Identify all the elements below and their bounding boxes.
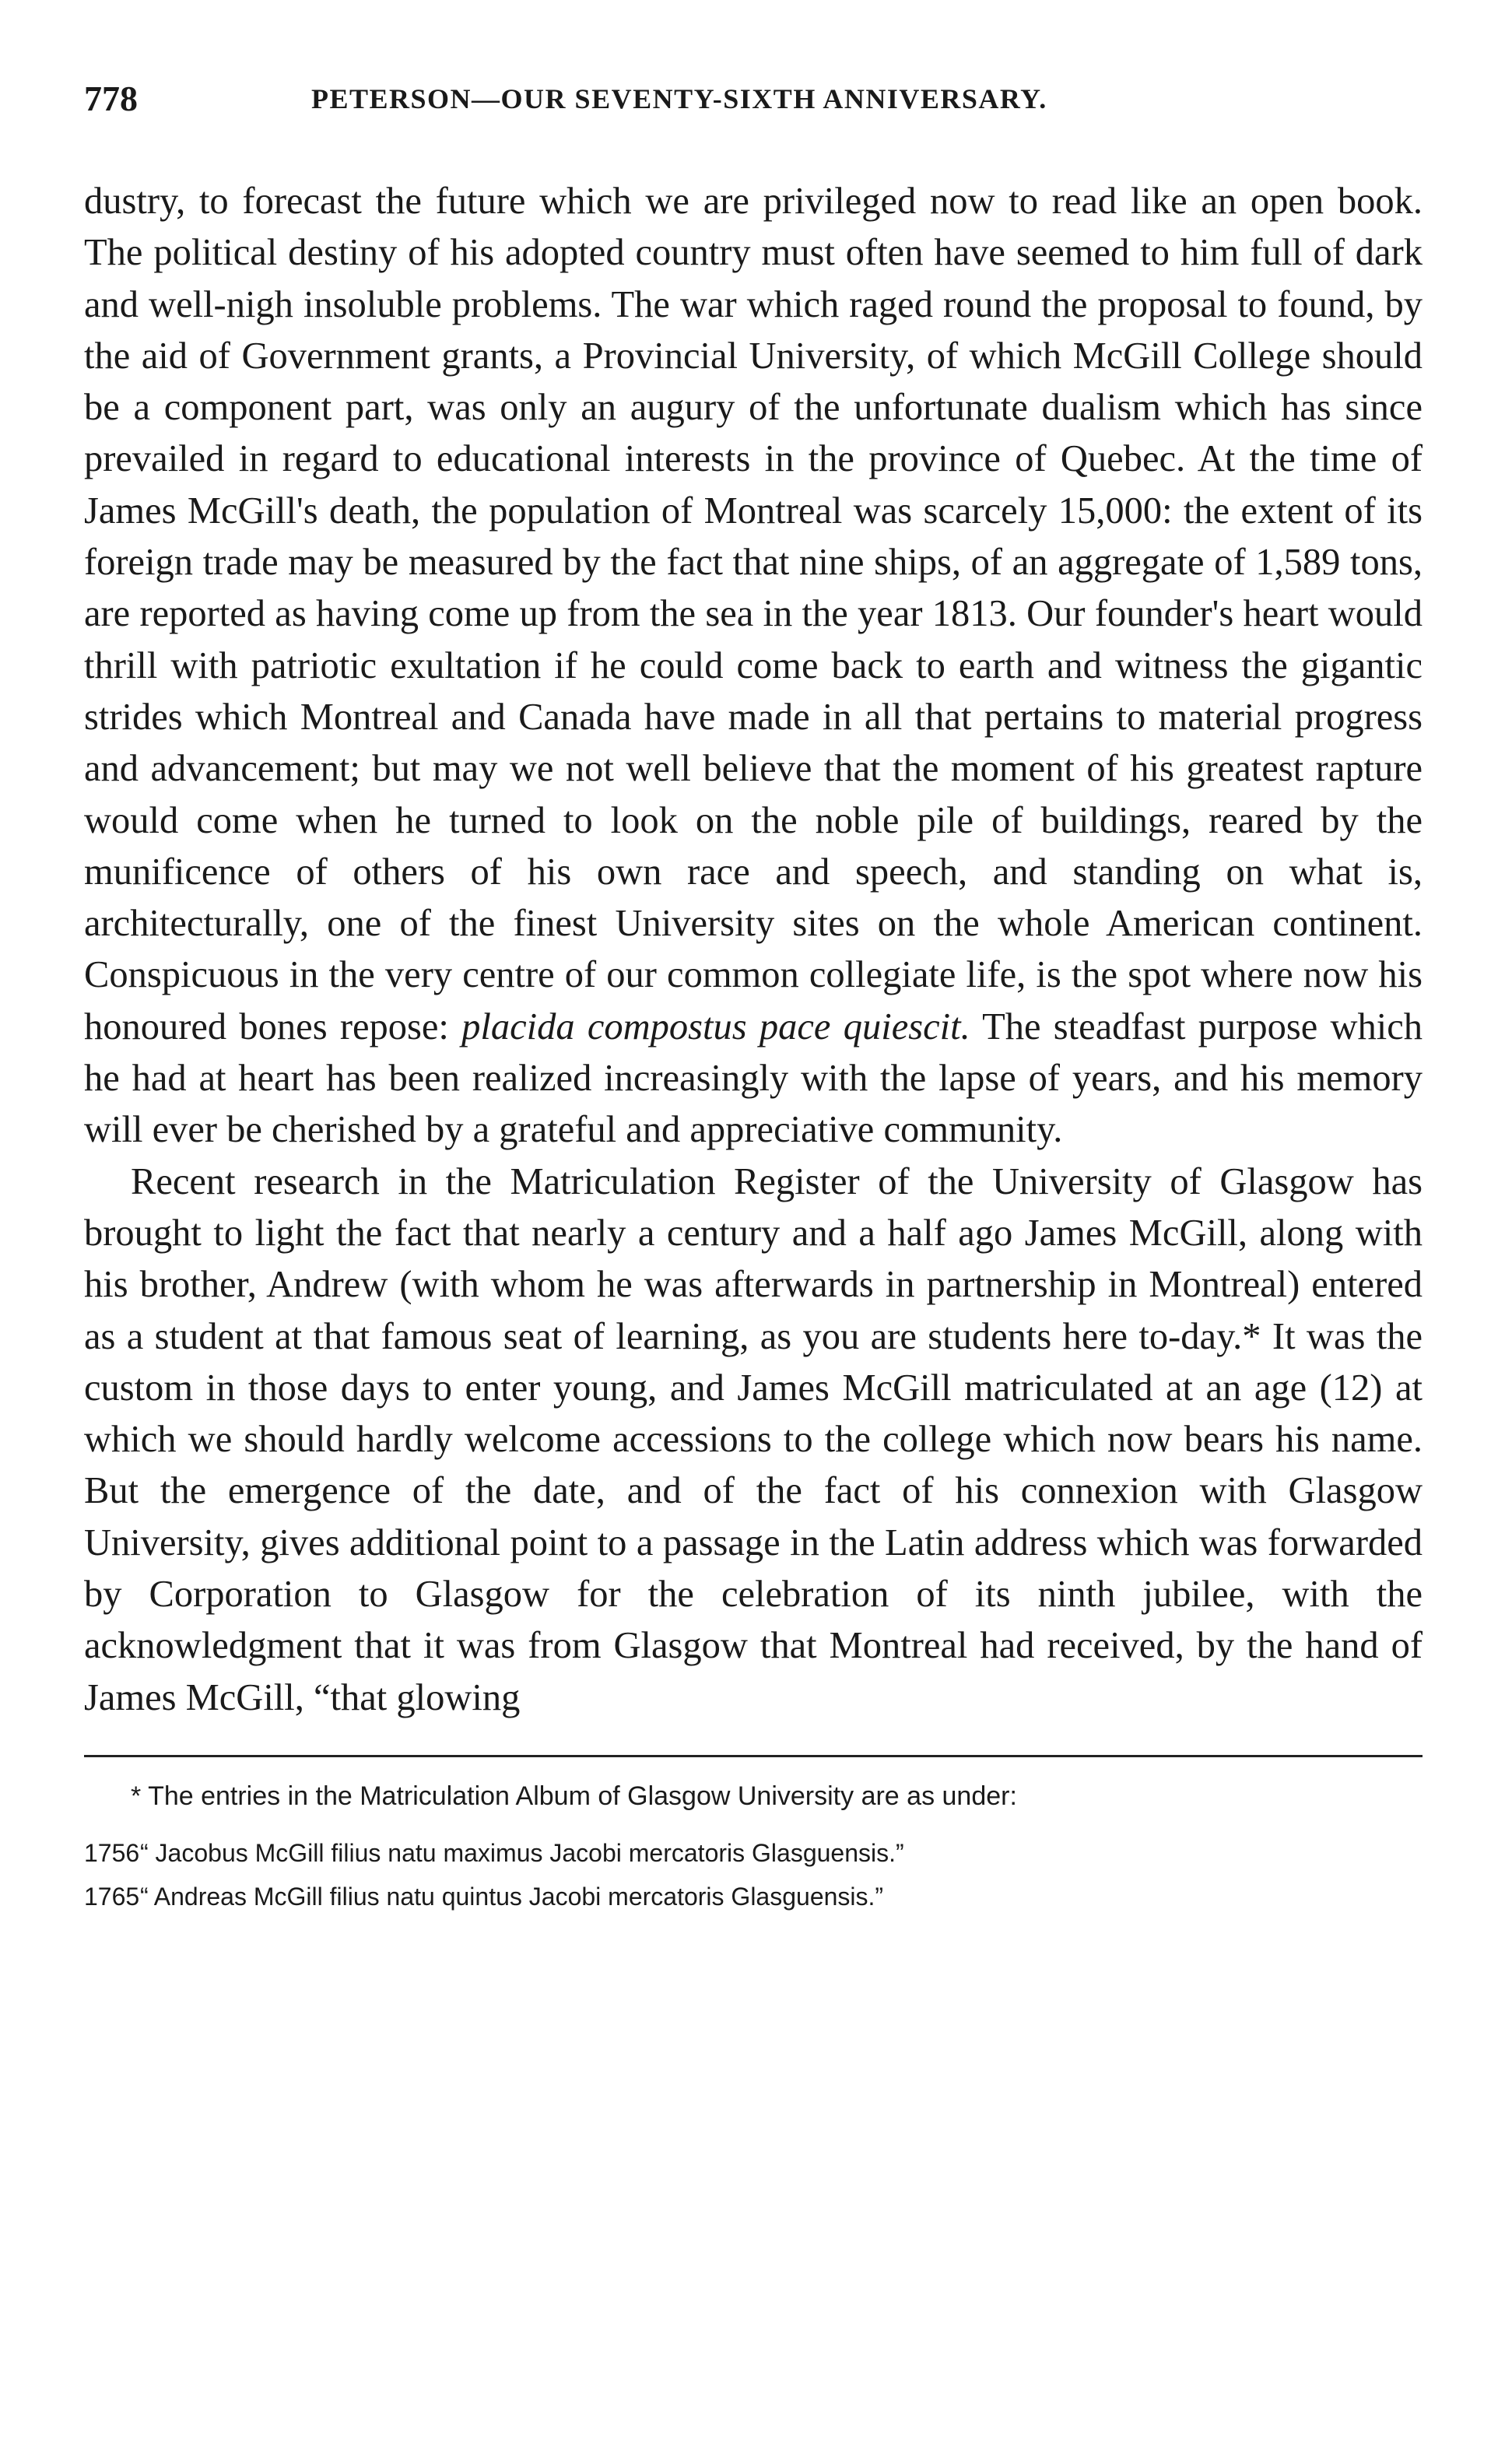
page-number: 778 xyxy=(84,79,138,118)
running-head xyxy=(84,78,1423,132)
body-text xyxy=(84,176,1423,1724)
paragraph-2: Recent research in the Matriculation Register of the University of Glasgow has brought to light the fact that nearly a century and a half ago James McGill, along with his brother, Andrew (with whom he was afterwards in partnership in Montreal) entered as a student at that famous seat of learning, as you are students here to-day.* It was the custom in those days to enter young, and James McGill matriculated at an age (12) at which we should hardly welcome accessions to the college which now bears his name. But the emergence of the date, and of the fact of his connexion with Glasgow University, gives additional point to a passage in the Latin address which was forwarded by Corporation to Glasgow for the celebration of its ninth jubilee, with the acknowledgment that it was from Glasgow that Montreal had received, by the hand of James McGill, “that glowing xyxy=(84,1160,1423,1718)
footnote-entry xyxy=(84,1835,1423,1871)
running-title: PETERSON—OUR SEVENTY-SIXTH ANNIVERSARY. xyxy=(311,83,1047,114)
footnote-year: 1756 xyxy=(84,1838,140,1867)
paragraph-1 xyxy=(84,176,1423,1156)
footnote-text: “ Jacobus McGill filius natu maximus Jacobi mercatoris Glasguensis.” xyxy=(140,1838,904,1867)
paragraph-1-end: The steadfast purpose which he had at heart has been realized increasingly with the lapse of years, and his memory will ever be cherished by a grateful and appreciative community. xyxy=(84,1005,1423,1151)
footnote-year: 1765 xyxy=(84,1882,140,1911)
page xyxy=(84,78,1423,1914)
paragraph-1-text: dustry, to forecast the future which we are privileged now to read like an open book. The political destiny of his adopted country must often have seemed to him full of dark and well-nigh insoluble problems. The war which raged round the proposal to found, by the aid of Government grants, a Provincial University, of which McGill College should be a component part, was only an augury of the unfortunate dualism which has since prevailed in regard to educational interests in the province of Quebec. At the time of James McGill's death, the population of Montreal was scarcely 15,000: the extent of its foreign trade may be measured by the fact that nine ships, of an aggregate of 1,589 tons, are reported as having come up from the sea in the year 1813. Our founder's heart would thrill with patriotic exultation if he could come back to earth and witness the gigantic strides which Montreal and Canada have made in all that pertains to material progress and advancement; but may we not well believe that the moment of his greatest rapture would come when he turned to look on the noble pile of buildings, reared by the munificence of others of his own race and speech, and standing on what is, architecturally, one of the finest University sites on the whole American continent. Conspicuous in the very centre of our common collegiate life, is the spot where now his honoured bones repose: xyxy=(84,181,1423,1048)
footnote-text: “ Andreas McGill filius natu quintus Jacobi mercatoris Glasguensis.” xyxy=(140,1882,884,1911)
footnote-entry xyxy=(84,1879,1423,1914)
footnote-intro: * The entries in the Matriculation Album of Glasgow University are as under: xyxy=(131,1781,1017,1811)
footnote-rule xyxy=(84,1755,1423,1757)
footnotes xyxy=(84,1777,1423,1914)
latin-epitaph: placida compostus pace quiescit. xyxy=(461,1005,970,1048)
